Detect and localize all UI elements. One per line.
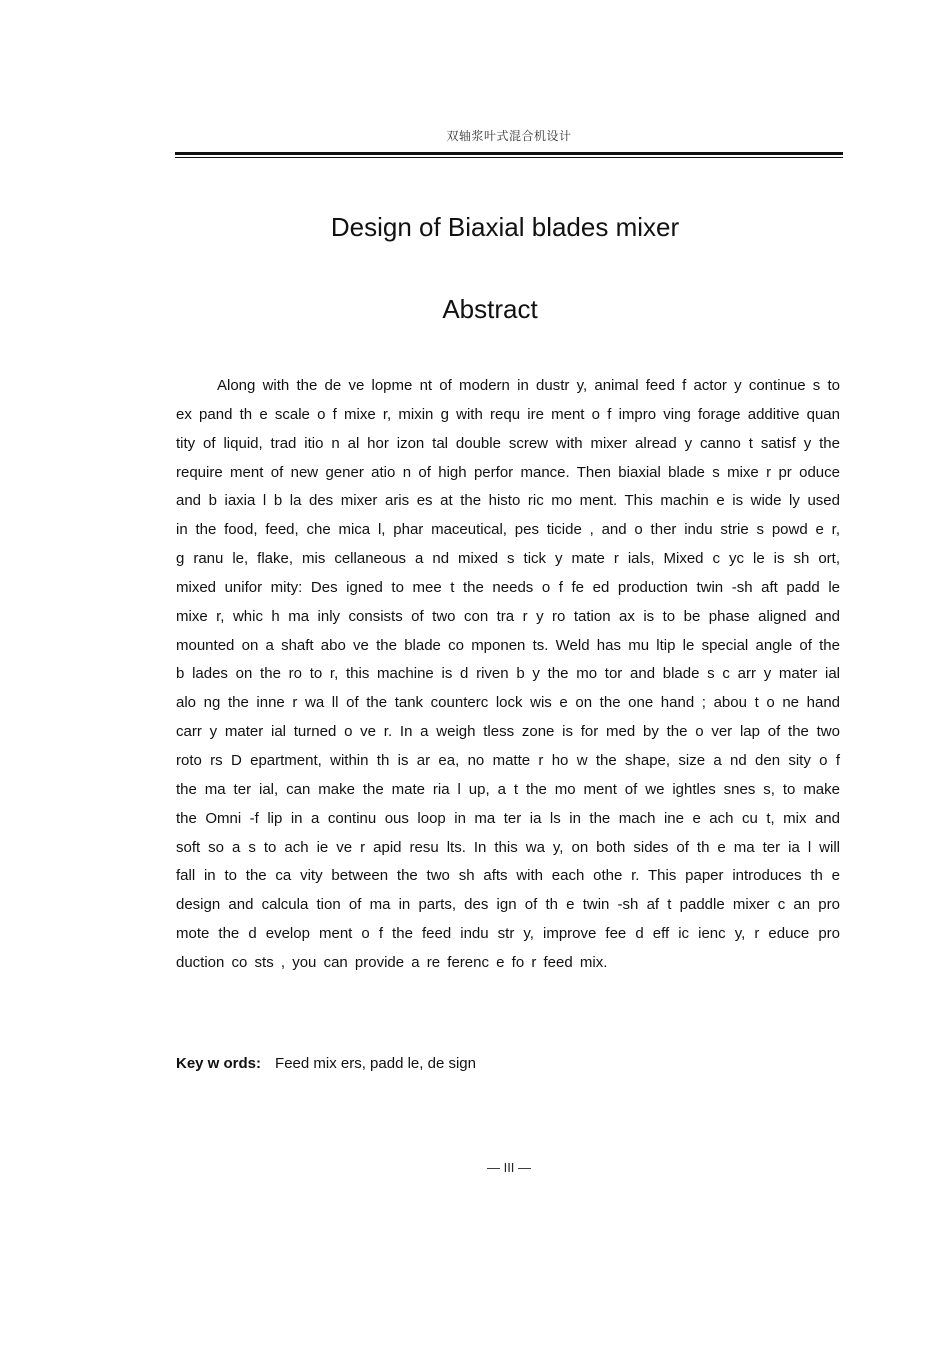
document-title: Design of Biaxial blades mixer [330, 212, 680, 242]
abstract-heading: Abstract [442, 294, 538, 324]
page-number: — III — [486, 1160, 532, 1175]
header-rule-thin [175, 157, 843, 158]
header-rule-thick [175, 152, 843, 155]
keywords-label: Key w ords: [176, 1055, 262, 1072]
keywords-text: Feed mix ers, padd le, de sign [275, 1055, 476, 1072]
keywords-line [176, 1055, 840, 1072]
abstract-body: Along with the de ve lopme nt of modern in dustr y, animal feed f actor y continue s to ex pand th e scale o f mixe r, mixin g with requ ire ment o f impro ving forage additive quan tity of liquid, trad itio n al hor izon tal double screw with mixer alread y canno t satisf y the require ment of new gener atio n of high perfor mance. Then biaxial blade s mixe r pr oduce and b iaxia l b la des mixer aris es at the histo ric mo ment. This machin e is wide ly used in the food, feed, che mica l, phar maceutical, pes ticide , and o ther indu strie s powd e r, g ranu le, flake, mis cellaneous a nd mixed s tick y mate r ials, Mixed c yc le is sh ort, mixed unifor mity: Des igned to mee t the needs o f fe ed production twin -sh aft padd le mixe r, whic h ma inly consists of two con tra r y ro tation ax is to be phase aligned and mounted on a shaft abo ve the blade co mponen ts. Weld has mu ltip le special angle of the b lades on the ro to r, this machine is d riven b y the mo tor and blade s c arr y mater ial alo ng the inne r wa ll of the tank counterc lock wis e on the one hand ; abou t o ne hand carr y mater ial turned o ve r. In a weigh tless zone is for med by the o ver lap of the two roto rs D epartment, within th is ar ea, no matte r ho w the shape, size a nd den sity o f the ma ter ial, can make the mate ria l up, a t the mo ment of we ightles snes s, to make the Omni -f lip in a continu ous loop in ma ter ia ls in the mach ine e ach cu t, mix and soft so a s to ach ie ve r apid resu lts. In this wa y, on both sides of th e ma ter ia l will fall in to the ca vity between the two sh afts with each othe r. This paper introduces th e design and calcula tion of ma in parts, des ign of th e twin -sh af t paddle mixer c an pro mote the d evelop ment o f the feed indu str y, improve fee d eff ic ienc y, r educe pro duction co sts , you can provide a re ferenc e fo r feed mix. [176, 377, 840, 971]
running-header: 双轴浆叶式混合机设计 [446, 129, 572, 143]
